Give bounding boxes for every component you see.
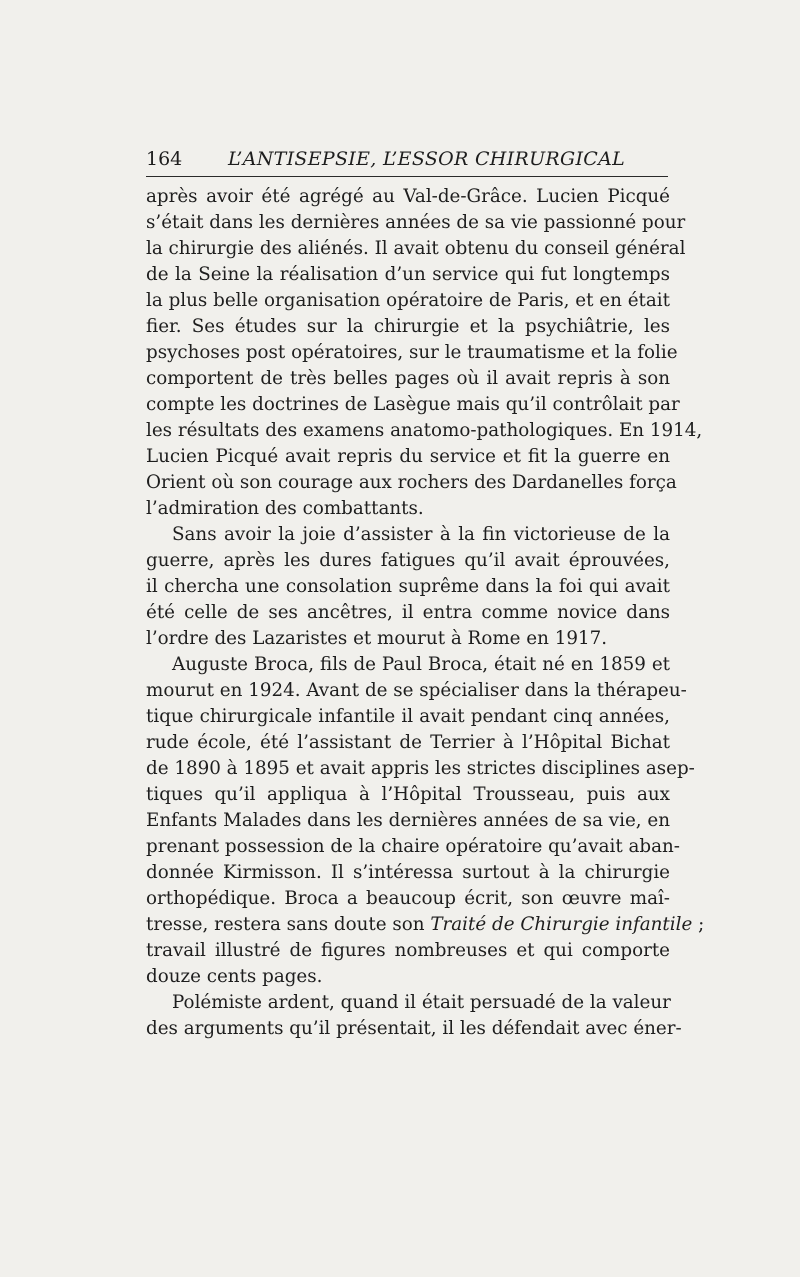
- text-line: comportent de très belles pages où il avait repris à son: [146, 368, 670, 389]
- text-line: orthopédique. Broca a beaucoup écrit, son œuvre maî-: [146, 888, 670, 909]
- text-line: travail illustré de figures nombreuses et qui comporte: [146, 940, 670, 961]
- text-run: ;: [692, 914, 705, 935]
- text-line: mourut en 1924. Avant de se spécialiser dans la thérapeu-: [146, 680, 687, 701]
- text-line: après avoir été agrégé au Val-de-Grâce. Lucien Picqué: [146, 186, 670, 207]
- running-title: L’ANTISEPSIE, L’ESSOR CHIRURGICAL: [228, 148, 626, 170]
- text-line: douze cents pages.: [146, 966, 323, 987]
- text-line-with-book-title: [146, 912, 705, 938]
- text-line: psychoses post opératoires, sur le traumatisme et la folie: [146, 342, 678, 363]
- page-number: 164: [146, 148, 183, 170]
- running-header: [146, 146, 668, 177]
- text-line: rude école, été l’assistant de Terrier à l’Hôpital Bichat: [146, 732, 670, 753]
- text-line: l’ordre des Lazaristes et mourut à Rome en 1917.: [146, 628, 608, 649]
- text-line: guerre, après les dures fatigues qu’il avait éprouvées,: [146, 550, 670, 571]
- text-line: fier. Ses études sur la chirurgie et la psychiâtrie, les: [146, 316, 670, 337]
- text-line: Lucien Picqué avait repris du service et fit la guerre en: [146, 446, 670, 467]
- text-line: été celle de ses ancêtres, il entra comme novice dans: [146, 602, 670, 623]
- paragraph-start-line: Sans avoir la joie d’assister à la fin victorieuse de la: [172, 524, 670, 545]
- text-line: l’admiration des combattants.: [146, 498, 424, 519]
- text-line: il chercha une consolation suprême dans la foi qui avait: [146, 576, 670, 597]
- body-text: [146, 184, 705, 1042]
- text-run: tresse, restera sans doute son: [146, 914, 431, 935]
- text-line: compte les doctrines de Lasègue mais qu’il contrôlait par: [146, 394, 680, 415]
- text-line: tiques qu’il appliqua à l’Hôpital Trousseau, puis aux: [146, 784, 670, 805]
- paragraph-start-line: Auguste Broca, fils de Paul Broca, était né en 1859 et: [172, 654, 670, 675]
- paragraph-start-line: Polémiste ardent, quand il était persuadé de la valeur: [172, 992, 671, 1013]
- book-title: Traité de Chirurgie infantile: [430, 914, 693, 935]
- text-line: donnée Kirmisson. Il s’intéressa surtout à la chirurgie: [146, 862, 670, 883]
- text-line: des arguments qu’il présentait, il les défendait avec éner-: [146, 1018, 682, 1039]
- text-line: de 1890 à 1895 et avait appris les strictes disciplines asep-: [146, 758, 695, 779]
- text-line: la plus belle organisation opératoire de Paris, et en était: [146, 290, 670, 311]
- text-line: Enfants Malades dans les dernières années de sa vie, en: [146, 810, 670, 831]
- text-line: tique chirurgicale infantile il avait pendant cinq années,: [146, 706, 670, 727]
- text-line: de la Seine la réalisation d’un service qui fut longtemps: [146, 264, 670, 285]
- text-line: prenant possession de la chaire opératoire qu’avait aban-: [146, 836, 680, 857]
- text-line: les résultats des examens anatomo-pathologiques. En 1914,: [146, 420, 703, 441]
- text-line: Orient où son courage aux rochers des Dardanelles força: [146, 472, 677, 493]
- text-line: s’était dans les dernières années de sa vie passionné pour: [146, 212, 686, 233]
- text-line: la chirurgie des aliénés. Il avait obtenu du conseil général: [146, 238, 686, 259]
